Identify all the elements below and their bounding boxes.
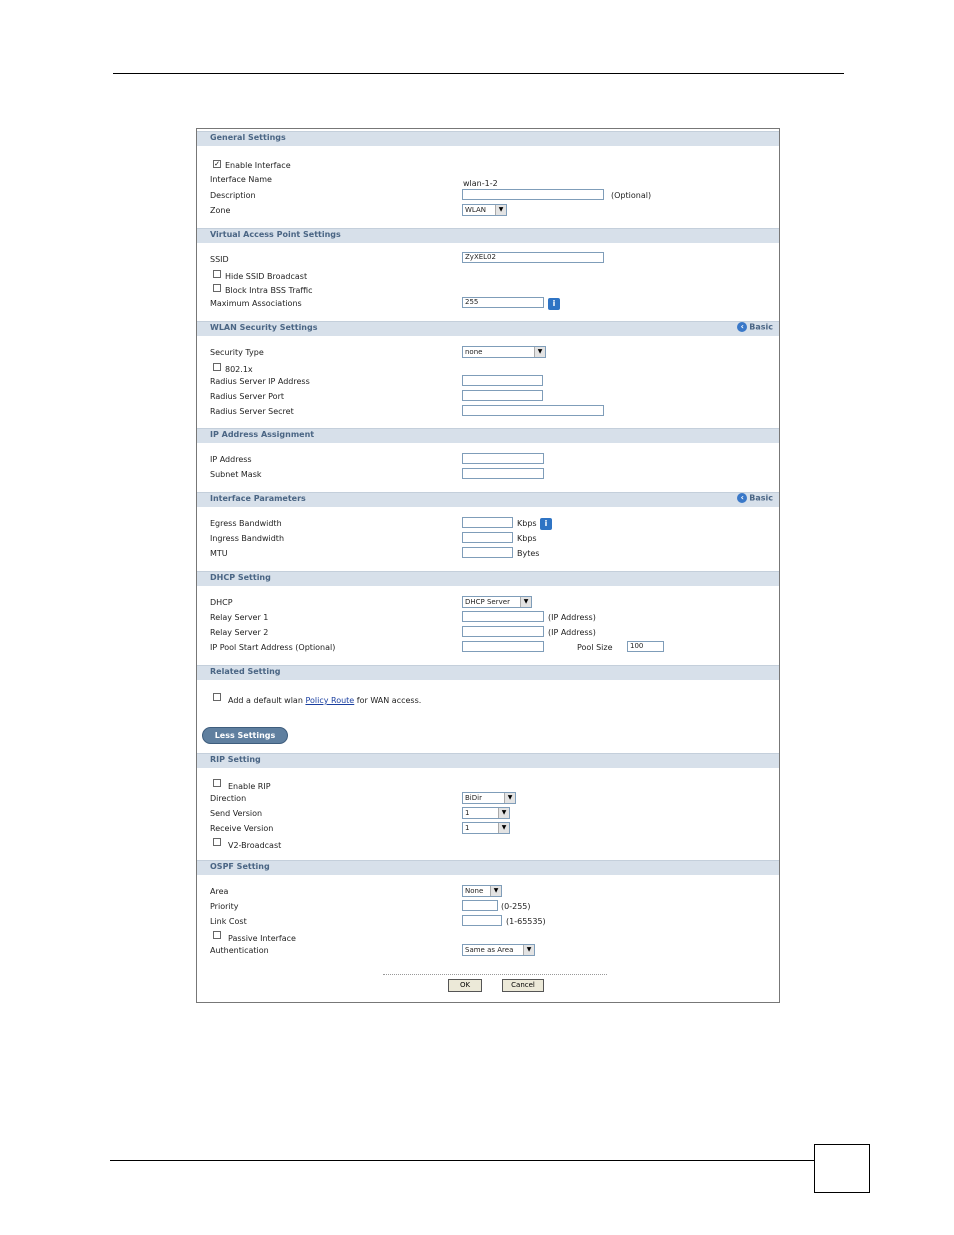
radius-ip-label: Radius Server IP Address <box>210 377 310 386</box>
max-assoc-value: 255 <box>465 298 479 306</box>
related-text-after: for WAN access. <box>356 696 422 705</box>
section-ospf-setting <box>197 860 779 875</box>
egress-label: Egress Bandwidth <box>210 519 282 528</box>
relay2-hint: (IP Address) <box>548 628 596 637</box>
direction-label: Direction <box>210 794 247 803</box>
ip-address-label: IP Address <box>210 455 252 464</box>
checkmark-icon: ✓ <box>214 160 220 168</box>
relay1-input[interactable] <box>462 611 544 622</box>
send-version-label: Send Version <box>210 809 263 818</box>
page-number-box <box>814 1144 870 1193</box>
info-icon[interactable]: i <box>540 518 552 530</box>
ssid-input[interactable] <box>462 252 604 263</box>
pool-size-value: 100 <box>630 642 644 650</box>
authentication-select[interactable] <box>462 944 535 956</box>
egress-unit: Kbps <box>517 519 537 528</box>
pool-start-label: IP Pool Start Address (Optional) <box>210 643 336 652</box>
pool-size-input[interactable] <box>627 641 664 652</box>
receive-version-select[interactable] <box>462 822 510 834</box>
section-rip-setting <box>197 753 779 768</box>
radius-port-label: Radius Server Port <box>210 392 285 401</box>
hide-ssid-checkbox[interactable] <box>213 270 221 278</box>
section-title: RIP Setting <box>210 755 261 764</box>
passive-interface-label: Passive Interface <box>228 934 296 943</box>
info-icon[interactable]: i <box>548 298 560 310</box>
dhcp-label: DHCP <box>210 598 233 607</box>
dhcp-select[interactable] <box>462 596 532 608</box>
authentication-value: Same as Area <box>465 946 514 954</box>
receive-version-label: Receive Version <box>210 824 274 833</box>
header-rule <box>113 73 844 74</box>
direction-select[interactable] <box>462 792 516 804</box>
v2-broadcast-label: V2-Broadcast <box>228 841 282 850</box>
security-type-select[interactable] <box>462 346 546 358</box>
description-label: Description <box>210 191 256 200</box>
send-version-select[interactable] <box>462 807 510 819</box>
send-version-value: 1 <box>465 809 470 817</box>
direction-value: BiDir <box>465 794 482 802</box>
priority-hint: (0-255) <box>501 902 531 911</box>
mtu-unit: Bytes <box>517 549 540 558</box>
basic-link-label: Basic <box>749 322 773 332</box>
section-title: Virtual Access Point Settings <box>210 230 341 239</box>
block-bss-label: Block Intra BSS Traffic <box>225 286 313 295</box>
block-bss-checkbox[interactable] <box>213 284 221 292</box>
relay1-hint: (IP Address) <box>548 613 596 622</box>
section-title: General Settings <box>210 133 286 142</box>
enable-interface-label: Enable Interface <box>225 161 291 170</box>
dropdown-arrow-icon: ▼ <box>495 205 506 215</box>
footer-rule <box>110 1160 814 1161</box>
subnet-mask-label: Subnet Mask <box>210 470 262 479</box>
pool-size-label: Pool Size <box>577 643 613 652</box>
priority-label: Priority <box>210 902 239 911</box>
dropdown-arrow-icon: ▼ <box>523 945 534 955</box>
section-related-setting <box>197 665 779 680</box>
area-value: None <box>465 887 484 895</box>
dhcp-value: DHCP Server <box>465 598 510 606</box>
ingress-input[interactable] <box>462 532 513 543</box>
related-text-before: Add a default wlan <box>228 696 303 705</box>
dropdown-arrow-icon: ▼ <box>520 597 531 607</box>
relay2-input[interactable] <box>462 626 544 637</box>
interface-name-value: wlan-1-2 <box>463 179 498 188</box>
link-cost-hint: (1-65535) <box>506 917 546 926</box>
radius-secret-label: Radius Server Secret <box>210 407 294 416</box>
zone-select[interactable] <box>462 204 507 216</box>
priority-input[interactable] <box>462 900 498 911</box>
hide-ssid-label: Hide SSID Broadcast <box>225 272 308 281</box>
egress-input[interactable] <box>462 517 513 528</box>
area-label: Area <box>210 887 229 896</box>
section-title: WLAN Security Settings <box>210 323 318 332</box>
ip-address-input[interactable] <box>462 453 544 464</box>
area-select[interactable] <box>462 885 502 897</box>
basic-link-label: Basic <box>749 493 773 503</box>
section-title: IP Address Assignment <box>210 430 315 439</box>
subnet-mask-input[interactable] <box>462 468 544 479</box>
basic-arrow-icon: ‹ <box>737 493 747 503</box>
link-cost-label: Link Cost <box>210 917 247 926</box>
less-settings-button[interactable]: Less Settings <box>202 727 288 744</box>
mtu-label: MTU <box>210 549 228 558</box>
section-dhcp-setting <box>197 571 779 586</box>
ingress-label: Ingress Bandwidth <box>210 534 285 543</box>
section-title: DHCP Setting <box>210 573 271 582</box>
radius-ip-input[interactable] <box>462 375 543 386</box>
radius-port-input[interactable] <box>462 390 543 401</box>
mtu-input[interactable] <box>462 547 513 558</box>
enable-rip-checkbox[interactable] <box>213 779 221 787</box>
basic-link[interactable] <box>737 322 773 332</box>
ok-button[interactable]: OK <box>448 979 482 992</box>
section-interface-parameters <box>197 492 779 507</box>
dot1x-label: 802.1x <box>225 365 253 374</box>
receive-version-value: 1 <box>465 824 470 832</box>
edit-interface-panel <box>196 128 780 1003</box>
enable-interface-checkbox[interactable] <box>213 160 221 168</box>
zone-label: Zone <box>210 206 231 215</box>
description-hint: (Optional) <box>611 191 652 200</box>
dropdown-arrow-icon: ▼ <box>534 347 545 357</box>
section-vap-settings <box>197 228 779 243</box>
max-assoc-label: Maximum Associations <box>210 299 302 308</box>
v2-broadcast-checkbox[interactable] <box>213 838 221 846</box>
radius-secret-input[interactable] <box>462 405 604 416</box>
default-policy-route-text <box>228 696 421 706</box>
button-divider <box>383 974 607 976</box>
security-type-value: none <box>465 348 483 356</box>
relay1-label: Relay Server 1 <box>210 613 269 622</box>
max-assoc-input[interactable] <box>462 297 544 308</box>
description-input[interactable] <box>462 189 604 200</box>
dropdown-arrow-icon: ▼ <box>490 886 501 896</box>
cancel-button[interactable]: Cancel <box>502 979 544 992</box>
default-policy-route-checkbox[interactable] <box>213 693 221 701</box>
dropdown-arrow-icon: ▼ <box>498 808 509 818</box>
basic-link[interactable] <box>737 493 773 503</box>
section-title: Related Setting <box>210 667 281 676</box>
dot1x-checkbox[interactable] <box>213 363 221 371</box>
section-title: OSPF Setting <box>210 862 270 871</box>
dropdown-arrow-icon: ▼ <box>498 823 509 833</box>
basic-arrow-icon: ‹ <box>737 322 747 332</box>
section-ip-assignment <box>197 428 779 443</box>
policy-route-link[interactable]: Policy Route <box>305 696 355 705</box>
relay2-label: Relay Server 2 <box>210 628 269 637</box>
ssid-value: ZyXEL02 <box>465 253 496 261</box>
enable-rip-label: Enable RIP <box>228 782 271 791</box>
ingress-unit: Kbps <box>517 534 537 543</box>
section-title: Interface Parameters <box>210 494 306 503</box>
passive-interface-checkbox[interactable] <box>213 931 221 939</box>
zone-value: WLAN <box>465 206 487 214</box>
link-cost-input[interactable] <box>462 915 502 926</box>
section-general-settings <box>197 131 779 146</box>
ssid-label: SSID <box>210 255 229 264</box>
section-wlan-security <box>197 321 779 336</box>
authentication-label: Authentication <box>210 946 269 955</box>
dropdown-arrow-icon: ▼ <box>504 793 515 803</box>
security-type-label: Security Type <box>210 348 264 357</box>
pool-start-input[interactable] <box>462 641 544 652</box>
interface-name-label: Interface Name <box>210 175 272 184</box>
